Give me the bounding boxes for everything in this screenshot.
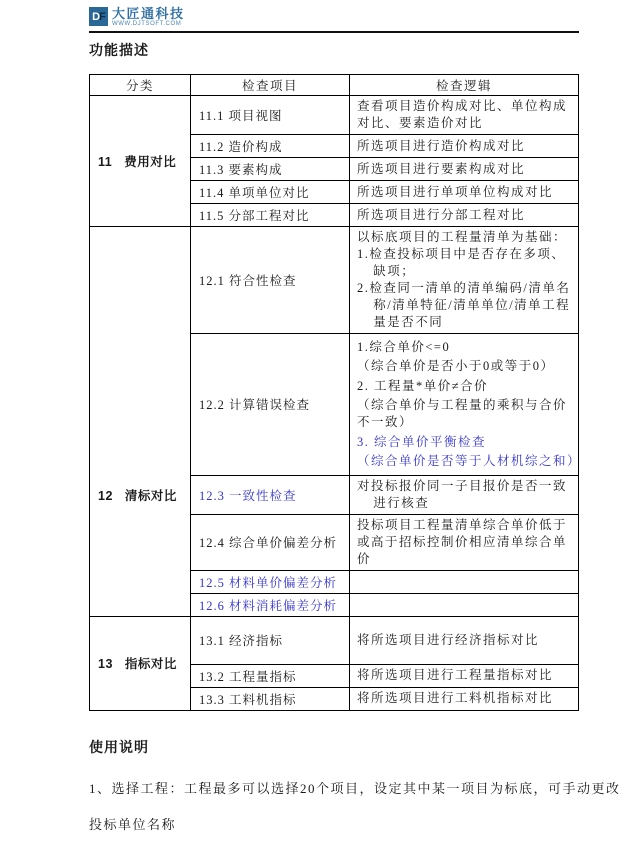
check-item-cell: 11.3 要素构成 (191, 158, 350, 181)
logic-line: 1.检查投标项目中是否存在多项、缺项； (357, 247, 566, 278)
check-logic-cell (350, 96, 579, 135)
category-number: 12 (98, 488, 113, 503)
check-logic-cell (350, 158, 579, 181)
category-cell (90, 96, 191, 227)
logic-line: 对投标报价同一子目报价是否一致进行核查 (357, 478, 568, 510)
logic-line: （综合单价是否小于0或等于0） (357, 359, 555, 373)
logic-line: 3. 综合单价平衡检查 (357, 434, 487, 449)
check-item-cell: 12.6 材料消耗偏差分析 (191, 593, 350, 616)
logic-line: 1.综合单价<=0 (357, 339, 451, 354)
check-item-cell: 11.5 分部工程对比 (191, 204, 350, 227)
category-name: 指标对比 (124, 657, 177, 671)
check-logic-cell (350, 204, 579, 227)
check-item-cell: 12.2 计算错误检查 (191, 334, 350, 476)
company-name: 大匠通科技 (112, 6, 185, 21)
check-table-body (90, 96, 582, 711)
logic-line: 以标底项目的工程量清单为基础： (357, 230, 568, 244)
check-logic-cell (350, 181, 579, 204)
header-divider (89, 31, 579, 33)
category-name: 费用对比 (124, 155, 177, 169)
check-logic-cell (350, 664, 579, 687)
logic-line: 将所选项目进行工料机指标对比 (357, 691, 554, 705)
check-item-cell: 13.1 经济指标 (191, 616, 350, 664)
function-section-title: 功能描述 (89, 42, 149, 58)
check-item-cell: 12.3 一致性检查 (191, 475, 350, 514)
category-number: 13 (98, 657, 113, 671)
logic-line: 所选项目进行单项单位构成对比 (357, 184, 554, 199)
check-item-cell: 11.1 项目视图 (191, 96, 350, 135)
check-item-cell: 11.4 单项单位对比 (191, 181, 350, 204)
check-logic-cell (350, 334, 582, 476)
column-header-check-logic: 检查逻辑 (350, 75, 579, 96)
check-logic-cell (350, 135, 579, 158)
logo-letter-d: D (92, 10, 100, 23)
column-header-check-item: 检查项目 (191, 75, 350, 96)
usage-line: 投标单位名称 (89, 816, 177, 832)
logic-line: 所选项目进行造价构成对比 (357, 138, 526, 153)
usage-line: 1、选择工程：工程最多可以选择20个项目，设定其中某一项目为标底，可手动更改 (89, 780, 621, 796)
logo-monogram-icon (89, 7, 108, 26)
check-logic-cell (350, 570, 579, 593)
company-website: WWW.DJTSOFT.COM (112, 21, 182, 27)
table-row (90, 227, 579, 334)
logic-line: 查看项目造价构成对比、单位构成对比、要素造价对比 (357, 99, 568, 130)
logo-letter-f: F (99, 10, 105, 23)
check-table (89, 74, 582, 711)
check-logic-cell (350, 616, 579, 664)
column-header-category: 分类 (90, 75, 191, 96)
logic-line: 2.检查同一清单的清单编码/清单名称/清单特征/清单单位/清单工程量是否不同 (357, 281, 571, 329)
logic-line: 所选项目进行分部工程对比 (357, 207, 526, 222)
logic-line: 将所选项目进行经济指标对比 (357, 632, 540, 647)
check-logic-cell (350, 687, 579, 710)
check-item-cell: 13.2 工程量指标 (191, 664, 350, 687)
category-cell (90, 616, 191, 710)
company-logo (89, 7, 579, 28)
category-number: 11 (98, 155, 113, 169)
logic-line: （综合单价是否等于人材机综之和） (357, 454, 582, 468)
logic-line: 2. 工程量*单价≠合价 (357, 378, 489, 393)
check-logic-cell (350, 514, 579, 570)
usage-section-title: 使用说明 (89, 738, 149, 755)
check-item-cell: 12.5 材料单价偏差分析 (191, 570, 350, 593)
logic-line: 将所选项目进行工程量指标对比 (357, 668, 554, 682)
header-row (90, 75, 579, 96)
category-name: 清标对比 (124, 488, 177, 503)
table-row (90, 96, 579, 135)
usage-paragraph (89, 771, 621, 843)
logo-text (112, 7, 185, 28)
check-table-header (90, 75, 579, 96)
check-logic-cell (350, 475, 579, 514)
logic-line: 投标项目工程量清单综合单价低于或高于招标控制价相应清单综合单价 (357, 517, 568, 566)
check-item-cell: 13.3 工料机指标 (191, 687, 350, 710)
category-cell (90, 227, 191, 617)
check-item-cell: 12.4 综合单价偏差分析 (191, 514, 350, 570)
check-item-cell: 11.2 造价构成 (191, 135, 350, 158)
logic-line: 所选项目进行要素构成对比 (357, 161, 526, 176)
table-row (90, 616, 579, 664)
check-logic-cell (350, 227, 579, 334)
logic-line: （综合单价与工程量的乘积与合价不一致） (357, 398, 568, 429)
check-item-cell: 12.1 符合性检查 (191, 227, 350, 334)
check-logic-cell (350, 593, 579, 616)
page-content (89, 6, 621, 843)
